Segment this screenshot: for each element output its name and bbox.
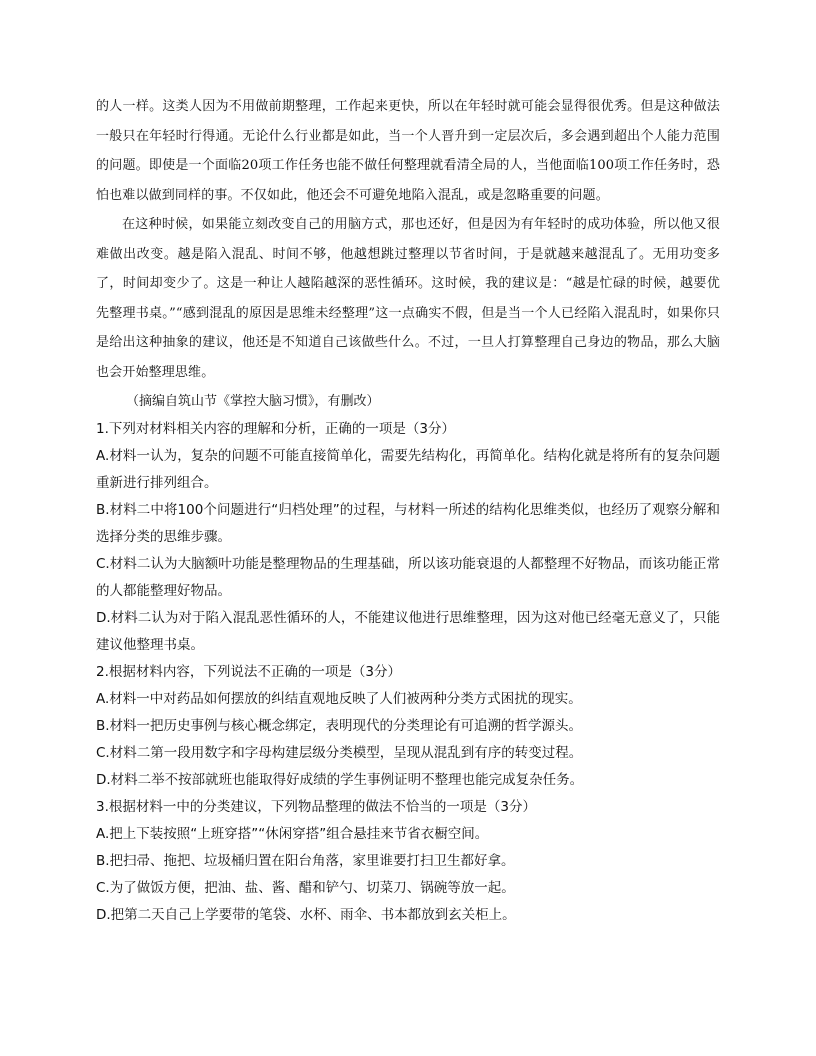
question-2-option-a: A.材料一中对药品如何摆放的纠结直观地反映了人们被两种分类方式困扰的现实。 bbox=[96, 691, 582, 707]
question-1 bbox=[96, 416, 720, 659]
question-3-option-d: D.把第二天自己上学要带的笔袋、水杯、雨伞、书本都放到玄关柜上。 bbox=[96, 907, 516, 923]
question-2-option-b: B.材料一把历史事例与核心概念绑定，表明现代的分类理论有可追溯的哲学源头。 bbox=[96, 718, 583, 734]
question-2 bbox=[96, 659, 720, 794]
passage-paragraph-2: 在这种时候，如果能立刻改变自己的用脑方式，那也还好，但是因为有年轻时的成功体验，所以他又很难做出改变。越是陷入混乱、时间不够，他越想跳过整理以节省时间，于是就越来越混乱了。无用功变多了，时间却变少了。这是一种让人越陷越深的恶性循环。这时候，我的建议是：“越是忙碌的时候，越要优先整理书桌。”“感到混乱的原因是思维未经整理”这一点确实不假，但是当一个人已经陷入混乱时，如果你只是给出这种抽象的建议，他还是不知道自己该做些什么。不过，一旦人打算整理自己身边的物品，那么大脑也会开始整理思维。 bbox=[96, 217, 720, 380]
question-1-option-b: B.材料二中将100个问题进行“归档处理”的过程，与材料一所述的结构化思维类似，也经历了观察分解和选择分类的思维步骤。 bbox=[96, 502, 720, 545]
passage-source: （摘编自筑山节《掌控大脑习惯》，有删改） bbox=[126, 394, 380, 409]
question-2-option-c: C.材料二第一段用数字和字母构建层级分类模型，呈现从混乱到有序的转变过程。 bbox=[96, 745, 583, 761]
question-3-option-a: A.把上下装按照“上班穿搭”“休闲穿搭”组合悬挂来节省衣橱空间。 bbox=[96, 826, 489, 842]
passage-paragraph-1: 的人一样。这类人因为不用做前期整理，工作起来更快，所以在年轻时就可能会显得很优秀。但是这种做法一般只在年轻时行得通。无论什么行业都是如此，当一个人晋升到一定层次后，多会遇到超出个人能力范围的问题。即使是一个面临20项工作任务也能不做任何整理就看清全局的人，当他面临100项工作任务时，恐怕也难以做到同样的事。不仅如此，他还会不可避免地陷入混乱，或是忽略重要的问题。 bbox=[96, 99, 720, 203]
question-3 bbox=[96, 794, 720, 929]
question-3-option-c: C.为了做饭方便，把油、盐、酱、醋和铲勺、切菜刀、锅碗等放一起。 bbox=[96, 880, 515, 896]
question-2-option-d: D.材料二举不按部就班也能取得好成绩的学生事例证明不整理也能完成复杂任务。 bbox=[96, 772, 584, 788]
question-list bbox=[96, 416, 720, 929]
page-content bbox=[96, 92, 720, 929]
question-3-option-b: B.把扫帚、拖把、垃圾桶归置在阳台角落，家里谁要打扫卫生都好拿。 bbox=[96, 853, 515, 869]
question-1-option-d: D.材料二认为对于陷入混乱恶性循环的人，不能建议他进行思维整理，因为这对他已经毫无意义了，只能建议他整理书桌。 bbox=[96, 610, 720, 653]
question-1-option-c: C.材料二认为大脑额叶功能是整理物品的生理基础，所以该功能衰退的人都整理不好物品，而该功能正常的人都能整理好物品。 bbox=[96, 556, 720, 599]
question-1-stem: 1.下列对材料相关内容的理解和分析，正确的一项是（3分） bbox=[96, 421, 455, 437]
question-1-option-a: A.材料一认为，复杂的问题不可能直接简单化，需要先结构化，再简单化。结构化就是将所有的复杂问题重新进行排列组合。 bbox=[96, 448, 720, 491]
question-3-stem: 3.根据材料一中的分类建议，下列物品整理的做法不恰当的一项是（3分） bbox=[96, 799, 536, 815]
question-2-stem: 2.根据材料内容，下列说法不正确的一项是（3分） bbox=[96, 664, 401, 680]
